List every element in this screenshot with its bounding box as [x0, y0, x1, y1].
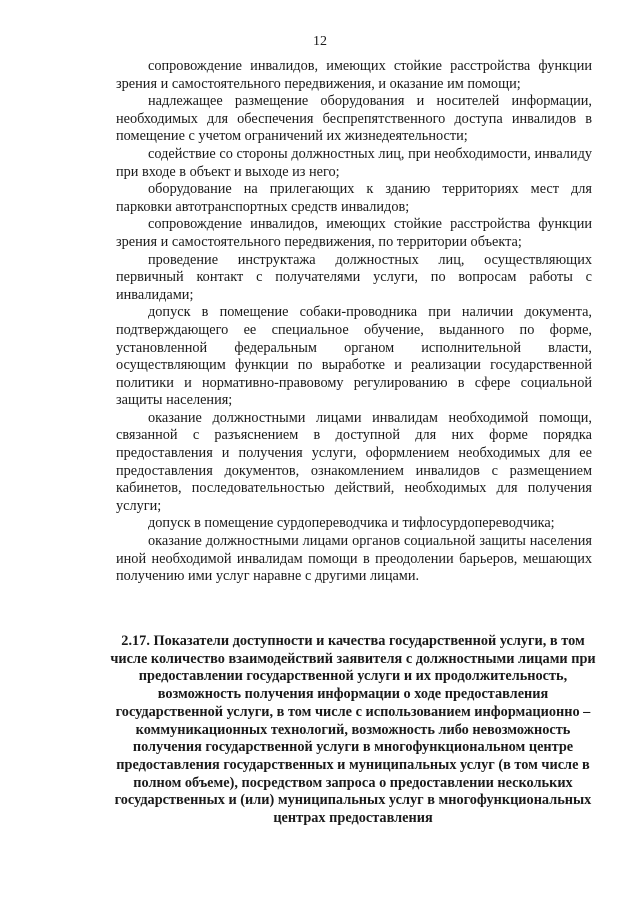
paragraph: оказание должностными лицами инвалидам необходимой помощи, связанной с разъяснением в доступной для них форме порядка предоставления и получения услуги, оформлением необходимых для ее предоставления документов, ознакомлением инвалидов с размещением кабинетов, последовательностью действий, необходимых для получения услуги;	[116, 409, 592, 514]
page-number: 12	[313, 34, 327, 49]
paragraph: надлежащее размещение оборудования и носителей информации, необходимых для обеспечения беспрепятственного доступа инвалидов в помещение с учетом ограничений их жизнедеятельности;	[116, 93, 592, 145]
paragraph: оборудование на прилегающих к зданию территориях мест для парковки автотранспортных средств инвалидов;	[116, 181, 592, 215]
paragraph: оказание должностными лицами органов социальной защиты населения иной необходимой инвалидам помощи в преодолении барьеров, мешающих получению ими услуг наравне с другими лицами.	[116, 533, 592, 585]
paragraph: допуск в помещение сурдопереводчика и тифлосурдопереводчика;	[148, 515, 555, 532]
paragraph: содействие со стороны должностных лиц, при необходимости, инвалиду при входе в объект и выходе из него;	[116, 145, 592, 180]
paragraph: сопровождение инвалидов, имеющих стойкие расстройства функции зрения и самостоятельного передвижения, и оказание им помощи;	[116, 58, 592, 92]
section-heading: 2.17. Показатели доступности и качества государственной услуги, в том числе количество взаимодействий заявителя с должностными лицами при предоставлении государственной услуги и их продолжительность, возможность получения информации о ходе предоставления государственной услуги, в том числе с использованием информационно – коммуникационных технологий, возможность либо невозможность получения государственной услуги в многофункциональном центре предоставления государственных и муниципальных услуг (в том числе в полном объеме), посредством запроса о предоставлении нескольких государственных и (или) муниципальных услуг в многофункциональных центрах предоставления	[110, 633, 596, 827]
paragraph: проведение инструктажа должностных лиц, осуществляющих первичный контакт с получателями услуги, по вопросам работы с инвалидами;	[116, 251, 592, 303]
paragraph: сопровождение инвалидов, имеющих стойкие расстройства функции зрения и самостоятельного передвижения, по территории объекта;	[116, 216, 592, 250]
paragraph: допуск в помещение собаки-проводника при наличии документа, подтверждающего ее специальное обучение, выданного по форме, установленной федеральным органом исполнительной власти, осуществляющим функции по выработке и реализации государственной политики и нормативно-правовому регулированию в сфере социальной защиты населения;	[116, 304, 592, 409]
accessibility-measures-list	[116, 58, 592, 586]
